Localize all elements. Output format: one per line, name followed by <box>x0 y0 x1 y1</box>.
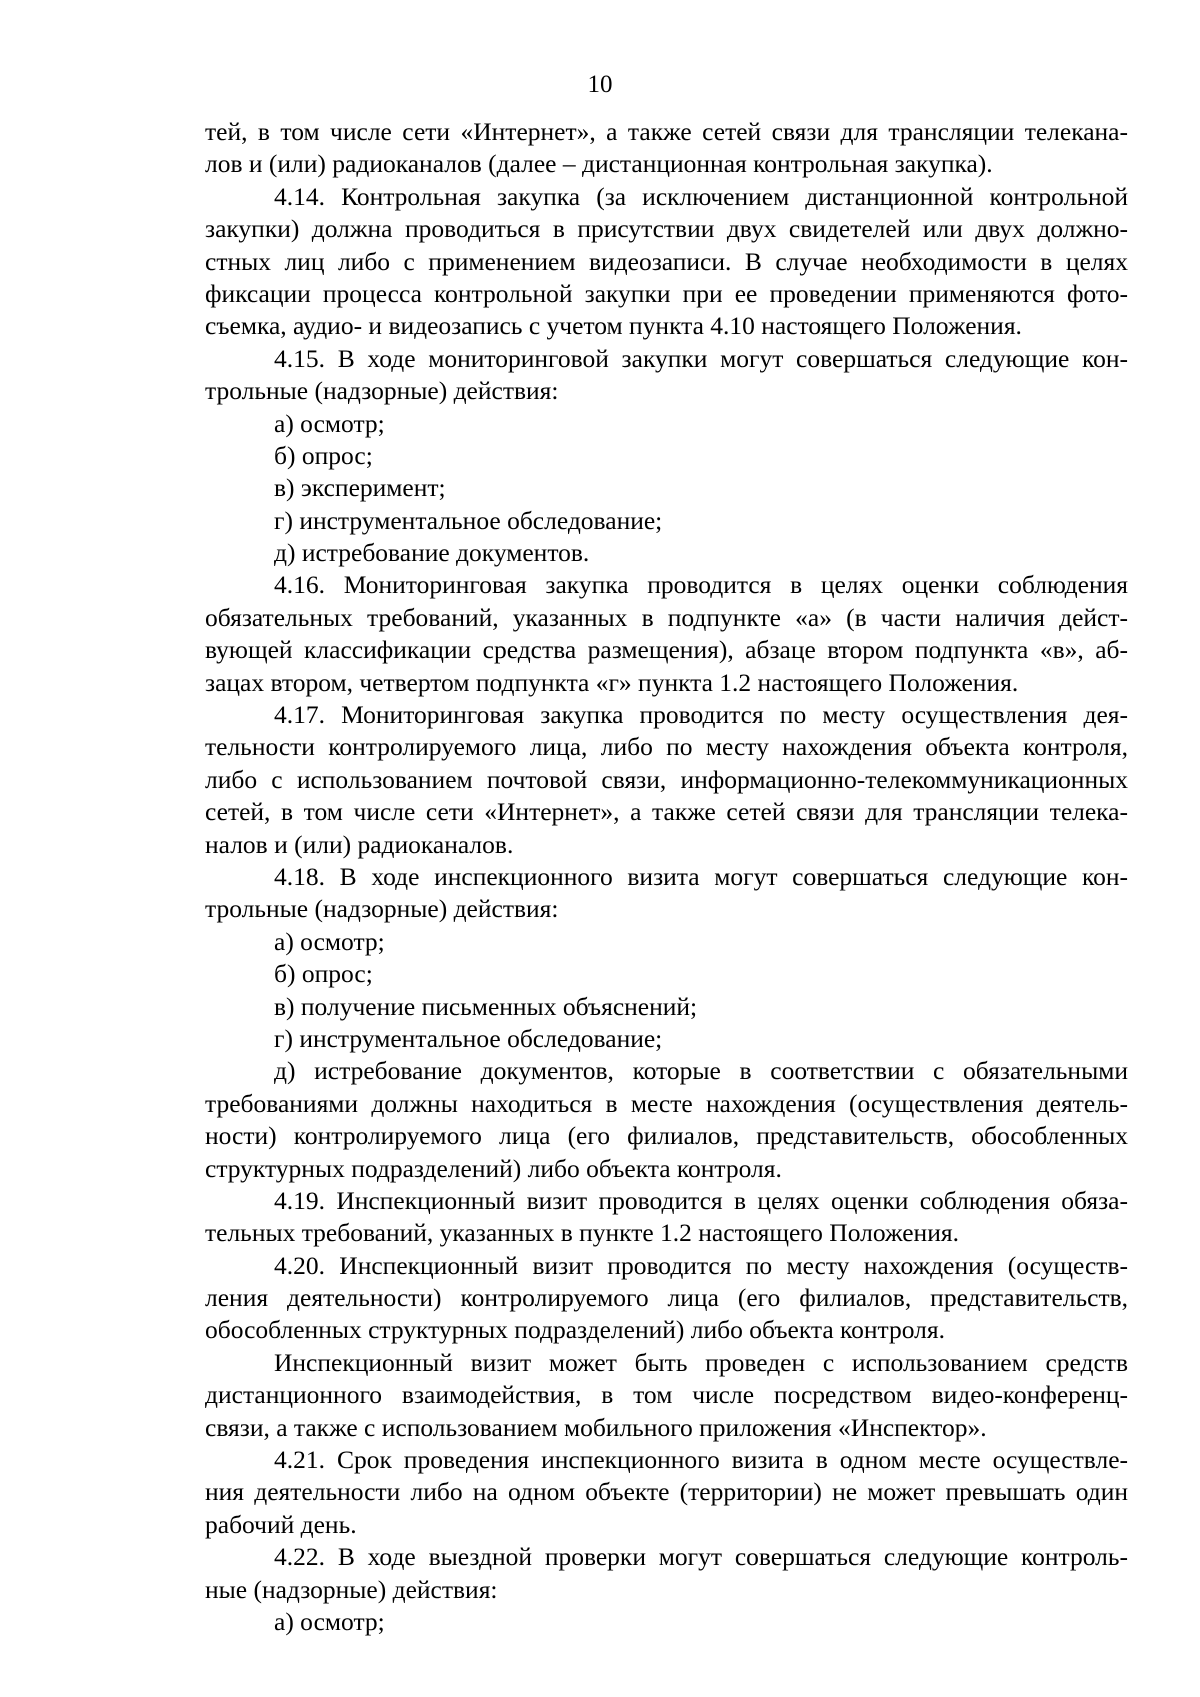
text-line: фиксации процесса контрольной закупки при ее проведении применяются фото- <box>205 278 1128 308</box>
text-line: 4.17. Мониторинговая закупка проводится по месту осуществления дея- <box>274 700 1128 730</box>
text-line: стных лиц либо с применением видеозаписи. В случае необходимости в целях <box>205 246 1128 276</box>
page-number: 10 <box>587 71 613 98</box>
text-line: либо с использованием почтовой связи, информационно-телекоммуникационных <box>205 764 1128 794</box>
text-line: а) осмотр; <box>274 408 385 438</box>
text-line: д) истребование документов. <box>274 538 590 568</box>
text-line: вующей классификации средства размещения), абзаце втором подпункта «в», аб- <box>205 635 1128 665</box>
text-line: 4.14. Контрольная закупка (за исключением дистанционной контрольной <box>274 181 1128 211</box>
text-line: ления деятельности) контролируемого лица (его филиалов, представительств, <box>205 1283 1128 1313</box>
text-line: сетей, в том числе сети «Интернет», а также сетей связи для трансляции телека- <box>205 797 1128 827</box>
text-line: рабочий день. <box>205 1509 357 1539</box>
text-line: обособленных структурных подразделений) либо объекта контроля. <box>205 1315 945 1345</box>
text-line: трольные (надзорные) действия: <box>205 376 559 406</box>
text-line: 4.15. В ходе мониторинговой закупки могут совершаться следующие кон- <box>274 343 1128 373</box>
text-line: дистанционного взаимодействия, в том числе посредством видео-конференц- <box>205 1380 1128 1410</box>
text-line: г) инструментальное обследование; <box>274 505 663 535</box>
text-line: закупки) должна проводиться в присутствии двух свидетелей или двух должно- <box>205 214 1128 244</box>
text-line: тельных требований, указанных в пункте 1.2 настоящего Положения. <box>205 1218 959 1248</box>
text-line: 4.16. Мониторинговая закупка проводится в целях оценки соблюдения <box>274 570 1128 600</box>
document-body <box>205 116 1128 1638</box>
text-line: Инспекционный визит может быть проведен с использованием средств <box>274 1347 1128 1377</box>
text-line: в) получение письменных объяснений; <box>274 991 698 1021</box>
text-line: ния деятельности либо на одном объекте (территории) не может превышать один <box>205 1477 1128 1507</box>
text-line: тельности контролируемого лица, либо по месту нахождения объекта контроля, <box>205 732 1128 762</box>
text-line: 4.22. В ходе выездной проверки могут совершаться следующие контроль- <box>274 1542 1128 1572</box>
text-line: зацах втором, четвертом подпункта «г» пункта 1.2 настоящего Положения. <box>205 667 1019 697</box>
text-line: 4.21. Срок проведения инспекционного визита в одном месте осуществле- <box>274 1445 1128 1475</box>
text-line: съемка, аудио- и видеозапись с учетом пункта 4.10 настоящего Положения. <box>205 311 1022 341</box>
text-line: требованиями должны находиться в месте нахождения (осуществления деятель- <box>205 1088 1128 1118</box>
text-line: налов и (или) радиоканалов. <box>205 829 514 859</box>
text-line: ные (надзорные) действия: <box>205 1574 498 1604</box>
text-line: лов и (или) радиоканалов (далее – дистанционная контрольная закупка). <box>205 149 993 179</box>
text-line: структурных подразделений) либо объекта контроля. <box>205 1153 782 1183</box>
text-line: 4.18. В ходе инспекционного визита могут совершаться следующие кон- <box>274 861 1128 891</box>
text-line: б) опрос; <box>274 440 373 470</box>
text-line: в) эксперимент; <box>274 473 446 503</box>
text-line: б) опрос; <box>274 959 373 989</box>
text-line: 4.20. Инспекционный визит проводится по месту нахождения (осуществ- <box>274 1250 1128 1280</box>
text-line: ности) контролируемого лица (его филиалов, представительств, обособленных <box>205 1121 1128 1151</box>
text-line: обязательных требований, указанных в подпункте «а» (в части наличия дейст- <box>205 602 1128 632</box>
text-line: тей, в том числе сети «Интернет», а также сетей связи для трансляции телекана- <box>205 117 1128 146</box>
text-line: связи, а также с использованием мобильного приложения «Инспектор». <box>205 1412 987 1442</box>
text-line: д) истребование документов, которые в соответствии с обязательными <box>274 1056 1128 1086</box>
text-line: а) осмотр; <box>274 1606 385 1636</box>
text-line: 4.19. Инспекционный визит проводится в целях оценки соблюдения обяза- <box>274 1185 1128 1215</box>
text-line: а) осмотр; <box>274 926 385 956</box>
text-line: г) инструментальное обследование; <box>274 1023 663 1053</box>
text-line: трольные (надзорные) действия: <box>205 894 559 924</box>
